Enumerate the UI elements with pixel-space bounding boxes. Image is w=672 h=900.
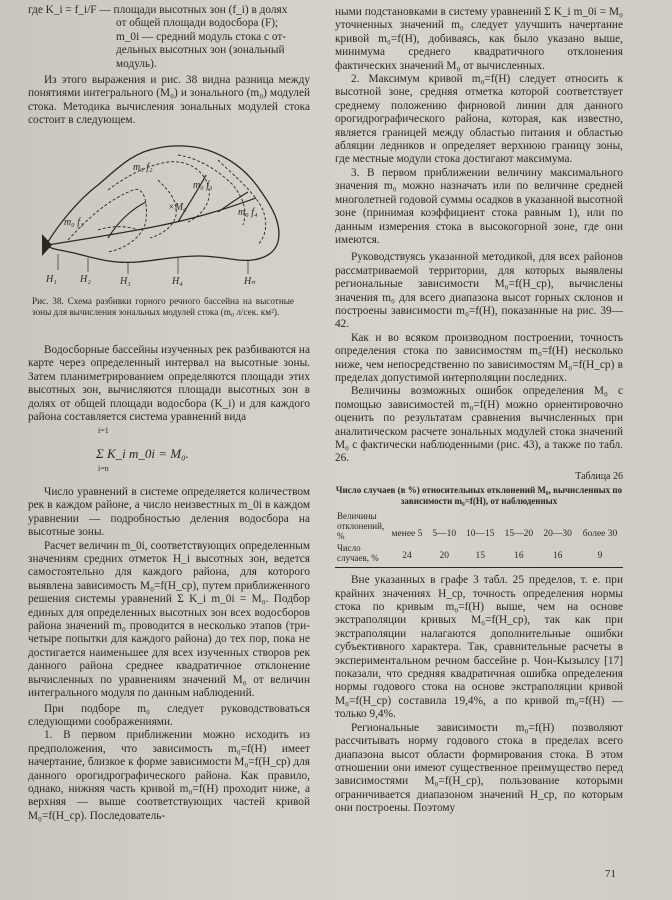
legend-line-1: где K_i = f_i/F — площади высотных зон (f_i) в долях: [28, 4, 288, 16]
paragraph: Региональные зависимости m₀=f(H) позволяют рассчитывать норму годового стока в пределах всего диапазона высот области формирования стока. В этом отношении они имеют существенное преимущество перед зависимостями M₀=f(H_ср), пользование которыми ограничивается диапазоном значений H_ср, по которым они построены. Поэтому: [335, 721, 623, 815]
label-Hn: Hₙ: [244, 276, 256, 287]
left-column-lower: [28, 344, 310, 424]
paragraph: Руководствуясь указанной методикой, для всех районов рассматриваемой территории, для которых выявлены региональные зависимости M₀=f(H_ср), вычислены значения m₀ для всего диапазона высот горных склонов и построены зависимости m₀=f(H), показанные на рис. 39—42.: [335, 251, 623, 331]
label-m0f3: m₀ f₃: [193, 180, 213, 191]
legend-line-3: m_0i — средний модуль стока с от-: [116, 30, 287, 43]
paragraph: 3. В первом приближении величину максимального значения m₀ можно назначать или по величине средней многолетней годовой суммы осадков в указанной высотной зоне (принимая коэффициент стока равным 1), или по данным измерения стока в высокогорной зоне, где они имеются.: [335, 166, 623, 246]
table-cell: 16: [514, 550, 524, 561]
table-col: 15—20: [504, 528, 534, 539]
label-H4: H₄: [172, 276, 183, 287]
table-rule: [335, 567, 623, 568]
table-col: 10—15: [465, 528, 495, 539]
table-col: более 30: [582, 528, 618, 539]
deviation-table: [335, 510, 623, 564]
table-col: 20—30: [543, 528, 572, 539]
paragraph: ными подстановками в систему уравнений Σ K_i m_0i = M₀ уточненных значений m₀ следует улучшить начертание кривой m₀=f(H), добиваясь, как было указано выше, минимума среднего квадратичного отклонения фактических значений M₀ от вычисленных.: [335, 6, 623, 72]
legend-line-2: от общей площади водосбора (F);: [116, 17, 279, 30]
paragraph: Как и во всяком производном построении, точность определения стока по зависимостям m₀=f(H) несколько ниже, чем непосредственно по зависимостям M₀=f(H_ср) в пределах допустимой интерполяции последних.: [335, 331, 623, 384]
paragraph: Величины возможных ошибок определения M₀ с помощью зависимостей m₀=f(H) можно ориентировочно оценить по результатам сравнения вычисленных при аналитическом расчете зональных модулей стока значений M₀ с фактически наблюденными (рис. 43), а также по табл. 26.: [335, 385, 623, 465]
eq-body: Σ K_i m_0i = M₀.: [96, 446, 189, 461]
table-cell: 20: [439, 550, 450, 561]
eq-sum-bottom: i=n: [98, 464, 109, 473]
table-col: менее 5: [391, 528, 423, 539]
table-caption: Число случаев (в %) относительных отклонений M₀, вычисленных по зависимости m₀=f(H), от наблюденных: [335, 485, 623, 506]
contour-2: [108, 162, 209, 222]
table-head-label: Величины отклонений, %: [337, 511, 385, 542]
table-cell: 9: [597, 550, 603, 561]
table-cell: 24: [402, 550, 412, 561]
figure-caption: Рис. 38. Схема разбивки горного речного бассейна на высотные зоны для вычисления зональных модулей стока (m₀ л/сек. км²).: [32, 296, 294, 317]
basin-diagram: [38, 130, 288, 290]
label-H1: H₁: [46, 274, 57, 285]
left-column-bottom: [28, 486, 310, 823]
label-xM0: ×M₀: [168, 202, 187, 213]
legend-line-5: модуль).: [116, 57, 157, 70]
paragraph: Расчет величин m_0i, соответствующих определенным значениям средних отметок H_i высотных зон, ведется самостоятельно для каждого района, для которого выявлена зависимость M₀=f(H_ср), путем приближенного решения системы уравнений Σ K_i m_0i = M₀. Подбор единых для определенных высотных зон всех водосборов района значений m₀ проводится в несколько этапов (три-четыре попытки для каждого района) до тех пор, пока не достигается наименьшее для всех изученных створов рек данного района среднее квадратичное отклонение вычисленных по уравнениям значений M₀ от величин интегрального модуля по данным наблюдений.: [28, 539, 310, 700]
contour-6: [98, 227, 138, 230]
legend-line-4: дельных высотных зон (зональный: [116, 44, 285, 57]
table-cell: 15: [475, 550, 485, 561]
paragraph: 1. В первом приближении можно исходить из предположения, что зависимость m₀=f(H) имеет начертание, близкое к форме зависимости M₀=f(H_ср) для данного орогидрографического района. Как правило, однако, нижняя часть кривой m₀=f(H) проходит ниже, а верхняя — выше соответствующих частей кривой M₀=f(H_ср). Последователь-: [28, 729, 310, 822]
right-column: [335, 6, 623, 816]
table-title: Таблица 26: [575, 470, 623, 482]
paragraph: Вне указанных в графе 3 табл. 25 пределов, т. е. при крайних значениях H_ср, точность определения нормы стока по кривым m₀=f(H) выше, чем на основе экстраполяции кривых M₀=f(H_ср), так как при экстраполяции налагаются дополнительные ошибки субъективного характера. Так, сравнительные расчеты в экспериментальном речном бассейне р. Чон-Кызылсу [17] показали, что средняя квадратичная ошибка определения нормы годового стока на основе экстраполяции кривой M₀=f(H_ср) составила 19,4%, а по кривой m₀=f(H) — только 9,4%.: [335, 574, 623, 721]
formula-legend: [28, 4, 310, 71]
paragraph: Водосборные бассейны изученных рек разбиваются на карте через определенный интервал на высотные зоны. Затем планиметрированием определяются площади этих высотных зон, вычисляются площади высотных зон в долях от общей площади водосбора (K_i) и для каждого района составляется система уравнений вида: [28, 344, 310, 424]
label-H3: H₃: [120, 276, 131, 287]
paragraph: 2. Максимум кривой m₀=f(H) следует относить к высотной зоне, средняя отметка которой соответствует среднему положению фирновой линии для данного орогидрографического района, которая, как известно, является границей между областью питания и областью абляции ледников и определяет верхнюю границу зоны, где местные модули стока достигают максимума.: [335, 73, 623, 166]
table-row: [335, 542, 623, 564]
paragraph: Из этого выражения и рис. 38 видна разница между понятиями интегрального (M₀) и зонального (m₀) модулей стока. Методика вычисления зональных модулей стока состоит в следующем.: [28, 74, 310, 127]
label-m0f1: m₀ f₁: [64, 217, 84, 228]
paragraph: При подборе m₀ следует руководствоваться следующими соображениями.: [28, 702, 310, 728]
table-cell: 16: [552, 550, 563, 561]
paragraph: Число уравнений в системе определяется количеством рек в каждом районе, а число неизвестных m_0i в каждом уравнении — подробностью деления водосбора на высотные зоны.: [28, 486, 310, 539]
table-row-label: Число случаев, %: [337, 543, 379, 564]
figure-38: [38, 130, 288, 290]
equation-system: [96, 426, 189, 473]
table-col: 5—10: [432, 528, 457, 539]
label-m0f4: m₀ f₄: [238, 207, 258, 218]
page-number: 71: [605, 868, 616, 880]
table-header-row: [335, 510, 623, 542]
label-m0f2: m₀ f₂: [133, 162, 153, 173]
label-H2: H₂: [80, 274, 91, 285]
eq-sum-top: i=1: [98, 426, 109, 435]
